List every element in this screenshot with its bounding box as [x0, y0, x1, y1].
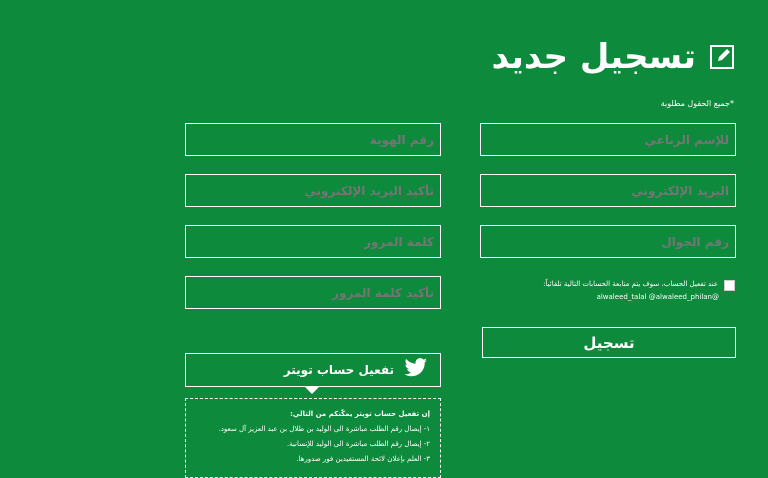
page-header: [491, 37, 734, 77]
follow-consent-text: عند تفعيل الحساب، سوف يتم متابعة الحسابات التالية تلقائياً:: [543, 280, 718, 288]
info-pointer: [305, 387, 319, 394]
edit-icon: [710, 45, 734, 69]
register-button[interactable]: تسجيل: [482, 327, 736, 358]
page-title: تسجيل جديد: [491, 37, 696, 77]
twitter-info-box: [185, 398, 441, 478]
email-input[interactable]: [480, 174, 736, 207]
full-name-input[interactable]: [480, 123, 736, 156]
id-number-input[interactable]: [185, 123, 441, 156]
twitter-info-title: إن تفعيل حساب تويتر يمكّنكم من التالي:: [290, 410, 430, 418]
twitter-info-item: ٣- العلم بإعلان لائحة المستفيدين فور صدورها.: [296, 455, 430, 463]
mobile-input[interactable]: [480, 225, 736, 258]
follow-consent-checkbox[interactable]: [724, 280, 735, 291]
twitter-activate-button[interactable]: [185, 353, 441, 387]
email-confirm-input[interactable]: [185, 174, 441, 207]
twitter-activate-label: تفعيل حساب تويتر: [283, 363, 394, 377]
twitter-info-item: ١- إيصال رقم الطلب مباشرة الى الوليد بن طلال بن عبد العزيز آل سعود.: [218, 425, 430, 433]
password-input[interactable]: [185, 225, 441, 258]
twitter-info-item: ٢- إيصال رقم الطلب مباشرة الى الوليد للإنسانية.: [286, 440, 430, 448]
follow-handles: @alwaleed_talal @alwaleed_philan: [596, 293, 719, 301]
follow-consent: [485, 278, 735, 304]
password-confirm-input[interactable]: [185, 276, 441, 309]
required-fields-note: *جميع الحقول مطلوبة: [660, 99, 734, 108]
twitter-bird-icon: [404, 358, 428, 382]
